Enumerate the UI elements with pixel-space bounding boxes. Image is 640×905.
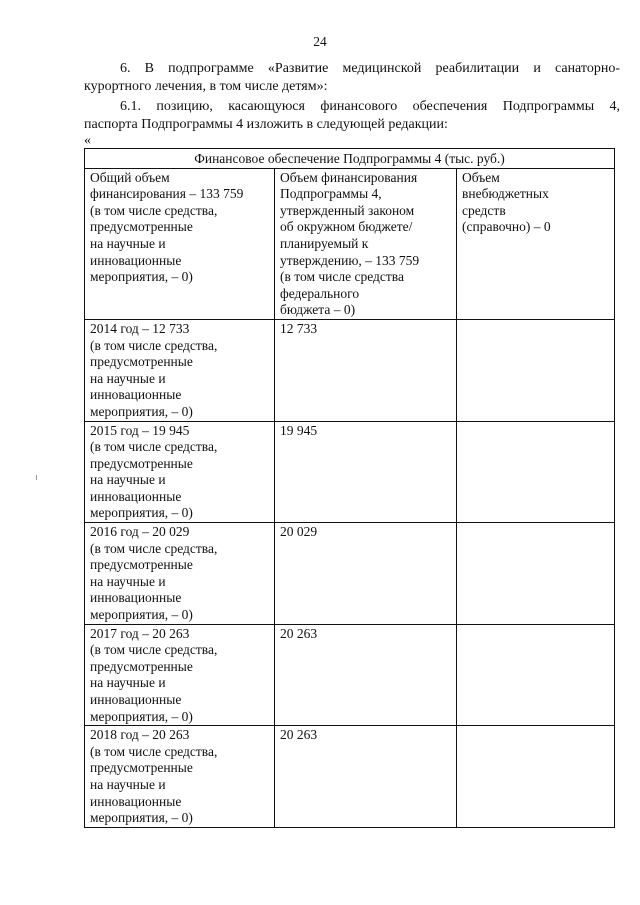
year-budget-cell xyxy=(275,421,457,523)
year-total-cell xyxy=(85,726,275,828)
cell-text: мероприятия, – 0) xyxy=(90,269,193,285)
paragraph-financing-position xyxy=(84,98,620,133)
cell-text: на научные и xyxy=(90,370,166,386)
cell-text: 20 263 xyxy=(280,727,318,743)
cell-text: мероприятия, – 0) xyxy=(90,810,193,826)
margin-mark xyxy=(36,475,37,480)
cell-text: (в том числе средства, xyxy=(90,642,218,658)
opening-quote-mark: « xyxy=(84,133,91,148)
cell-text: финансирования – 133 759 xyxy=(90,186,244,202)
cell-text: на научные и xyxy=(90,675,166,691)
cell-text: утверждению, – 133 759 xyxy=(280,252,420,268)
cell-text: мероприятия, – 0) xyxy=(90,708,193,724)
cell-text: инновационные xyxy=(90,692,182,707)
cell-text: федерального xyxy=(280,285,360,301)
cell-text: (в том числе средства, xyxy=(90,439,218,455)
cell-text: 2018 год – 20 263 xyxy=(90,727,190,743)
cell-text: об окружном бюджете/ xyxy=(280,219,413,235)
year-budget-cell xyxy=(275,624,457,726)
table-year-row xyxy=(85,523,615,625)
cell-text: 2014 год – 12 733 xyxy=(90,320,190,336)
cell-text: бюджета – 0) xyxy=(280,302,356,318)
cell-text: Подпрограммы 4, xyxy=(280,186,382,202)
year-budget-cell xyxy=(275,726,457,828)
year-extrabudgetary-cell xyxy=(457,319,615,421)
cell-text: инновационные xyxy=(90,252,182,268)
year-budget-cell xyxy=(275,523,457,625)
budget-amount-cell xyxy=(275,168,457,319)
cell-text: 2016 год – 20 029 xyxy=(90,524,190,540)
year-extrabudgetary-cell xyxy=(457,523,615,625)
year-total-cell xyxy=(85,523,275,625)
cell-text: на научные и xyxy=(90,472,166,488)
cell-text: на научные и xyxy=(90,573,166,589)
cell-text: средств xyxy=(462,202,506,218)
year-extrabudgetary-cell xyxy=(457,421,615,523)
table-year-row xyxy=(85,421,615,523)
year-total-cell xyxy=(85,624,275,726)
cell-text: предусмотренные xyxy=(90,354,193,370)
year-total-cell xyxy=(85,319,275,421)
cell-text: (в том числе средства, xyxy=(90,540,218,556)
cell-text: мероприятия, – 0) xyxy=(90,403,193,419)
cell-text: внебюджетных xyxy=(462,186,549,202)
paragraph-line: паспорта Подпрограммы 4 изложить в следующей редакции: xyxy=(84,116,448,132)
cell-text: предусмотренные xyxy=(90,658,193,674)
cell-text: мероприятия, – 0) xyxy=(90,505,193,521)
table-header-cell: Финансовое обеспечение Подпрограммы 4 (тыс. руб.) xyxy=(85,149,615,169)
table-year-row xyxy=(85,319,615,421)
cell-text: утвержденный законом xyxy=(280,202,415,218)
cell-text: планируемый к xyxy=(280,235,369,251)
cell-text: мероприятия, – 0) xyxy=(90,607,193,623)
cell-text: предусмотренные xyxy=(90,557,193,573)
cell-text: Общий объем xyxy=(90,169,170,185)
cell-text: 12 733 xyxy=(280,320,318,336)
cell-text: 20 029 xyxy=(280,524,318,540)
cell-text: на научные и xyxy=(90,235,166,251)
cell-text: (в том числе средства xyxy=(280,269,404,285)
table-year-row xyxy=(85,726,615,828)
cell-text: предусмотренные xyxy=(90,219,193,235)
cell-text: инновационные xyxy=(90,793,182,809)
financing-table xyxy=(84,148,615,828)
year-extrabudgetary-cell xyxy=(457,726,615,828)
paragraph-line: 6.1. позицию, касающуюся финансового обеспечения Подпрограммы 4, xyxy=(120,99,620,114)
cell-text: инновационные xyxy=(90,387,182,403)
extrabudgetary-amount-cell xyxy=(457,168,615,319)
cell-text: Объем xyxy=(462,169,500,185)
cell-text: инновационные xyxy=(90,590,182,606)
cell-text: на научные и xyxy=(90,776,166,792)
year-extrabudgetary-cell xyxy=(457,624,615,726)
page-number: 24 xyxy=(313,34,327,49)
cell-text: 20 263 xyxy=(280,625,318,641)
paragraph-line: 6. В подпрограмме «Развитие медицинской реабилитации и санаторно- xyxy=(120,61,620,76)
cell-text: 19 945 xyxy=(280,422,318,438)
paragraph-line: курортного лечения, в том числе детям»: xyxy=(84,78,328,94)
table-year-row xyxy=(85,624,615,726)
cell-text: 2017 год – 20 263 xyxy=(90,625,190,641)
year-budget-cell xyxy=(275,319,457,421)
cell-text: (в том числе средства, xyxy=(90,337,218,353)
cell-text: (в том числе средства, xyxy=(90,202,218,218)
paragraph-subprogram-title xyxy=(84,60,620,95)
cell-text: (в том числе средства, xyxy=(90,743,218,759)
cell-text: (справочно) – 0 xyxy=(462,219,551,235)
cell-text: 2015 год – 19 945 xyxy=(90,422,190,438)
cell-text: Объем финансирования xyxy=(280,169,418,185)
cell-text: предусмотренные xyxy=(90,760,193,776)
table-header-row xyxy=(85,149,615,169)
table-total-row xyxy=(85,168,615,319)
year-total-cell xyxy=(85,421,275,523)
total-amount-cell xyxy=(85,168,275,319)
cell-text: инновационные xyxy=(90,488,182,504)
cell-text: предусмотренные xyxy=(90,455,193,471)
